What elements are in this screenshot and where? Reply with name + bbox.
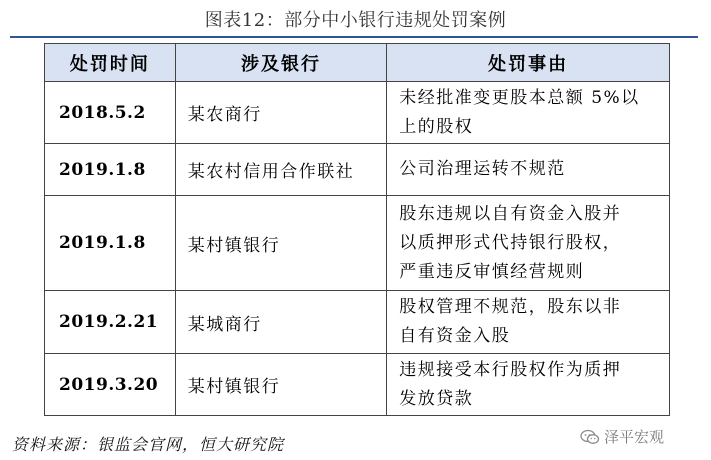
penalty-cases-table — [44, 43, 670, 416]
table-header-row — [45, 44, 670, 82]
cell-bank: 某村镇银行 — [175, 196, 387, 291]
reason-line: 自有资金入股 — [399, 326, 511, 346]
cell-bank: 某村镇银行 — [175, 354, 387, 416]
table-row — [45, 144, 670, 196]
reason-line: 上的股权 — [399, 116, 474, 137]
cell-reason — [387, 196, 670, 291]
cell-date: 2018.5.2 — [45, 82, 176, 144]
cell-date: 2019.3.20 — [45, 354, 176, 416]
reason-line: 违规接受本行股权作为质押 — [399, 359, 622, 380]
table-row — [45, 291, 670, 354]
cell-date: 2019.1.8 — [45, 144, 176, 196]
cell-date: 2019.2.21 — [45, 291, 176, 354]
figure-caption: 图表12：部分中小银行违规处罚案例 — [204, 10, 507, 31]
source-note: 资料来源：银监会官网，恒大研究院 — [12, 435, 285, 454]
reason-line: 公司治理运转不规范 — [399, 159, 566, 179]
table-row — [45, 354, 670, 416]
reason-line: 股东违规以自有资金入股并 — [399, 203, 622, 224]
header-penalty-time: 处罚时间 — [45, 44, 176, 82]
cell-reason — [387, 354, 670, 416]
wechat-icon — [580, 429, 600, 445]
header-bank: 涉及银行 — [175, 44, 387, 82]
watermark-text: 泽平宏观 — [604, 428, 665, 446]
cell-bank: 某农商行 — [175, 82, 387, 144]
reason-line: 严重违反审慎经营规则 — [399, 261, 585, 282]
caption-divider — [10, 36, 698, 38]
reason-line: 未经批准变更股本总额 5%以 — [399, 87, 640, 108]
cell-reason — [387, 291, 670, 354]
watermark — [580, 426, 664, 447]
cell-reason — [387, 144, 670, 196]
cell-reason — [387, 82, 670, 144]
header-reason: 处罚事由 — [387, 44, 670, 82]
cell-bank: 某城商行 — [175, 291, 387, 354]
reason-line: 股权管理不规范，股东以非 — [399, 297, 622, 317]
reason-line: 以质押形式代持银行股权， — [399, 232, 622, 253]
cell-date: 2019.1.8 — [45, 196, 176, 291]
reason-line: 发放贷款 — [399, 388, 474, 409]
table-row — [45, 82, 670, 144]
table-row — [45, 196, 670, 291]
cell-bank: 某农村信用合作联社 — [175, 144, 387, 196]
